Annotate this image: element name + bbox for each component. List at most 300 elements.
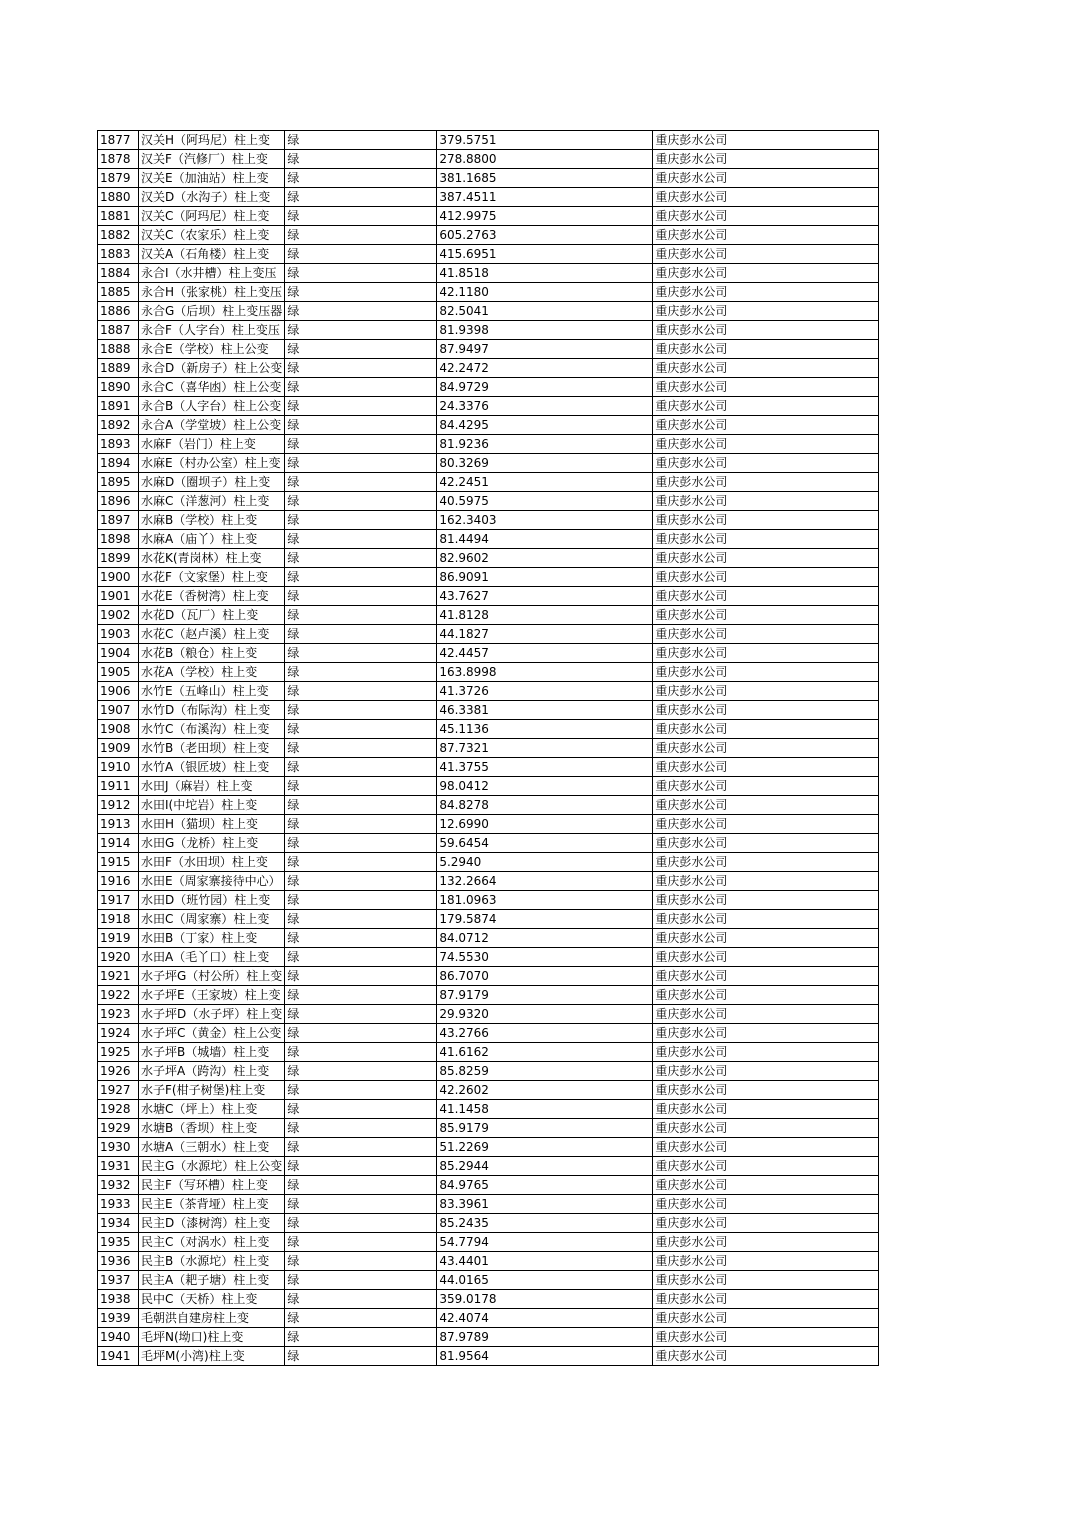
status-cell: 绿: [285, 606, 437, 625]
value-cell: 87.7321: [437, 739, 653, 758]
company-cell: 重庆彭水公司: [653, 663, 879, 682]
table-row: [98, 682, 879, 701]
company-cell: 重庆彭水公司: [653, 739, 879, 758]
transformer-name-cell: 水子坪D（水子坪）柱上变: [139, 1005, 285, 1024]
table-row: [98, 948, 879, 967]
table-row: [98, 910, 879, 929]
status-cell: 绿: [285, 1195, 437, 1214]
company-cell: 重庆彭水公司: [653, 435, 879, 454]
company-cell: 重庆彭水公司: [653, 283, 879, 302]
value-cell: 43.4401: [437, 1252, 653, 1271]
transformer-name-cell: 水田G（龙桥）柱上变: [139, 834, 285, 853]
value-cell: 12.6990: [437, 815, 653, 834]
value-cell: 41.6162: [437, 1043, 653, 1062]
row-number-cell: 1909: [98, 739, 139, 758]
status-cell: 绿: [285, 245, 437, 264]
row-number-cell: 1939: [98, 1309, 139, 1328]
status-cell: 绿: [285, 986, 437, 1005]
status-cell: 绿: [285, 397, 437, 416]
company-cell: 重庆彭水公司: [653, 1157, 879, 1176]
value-cell: 359.0178: [437, 1290, 653, 1309]
row-number-cell: 1910: [98, 758, 139, 777]
status-cell: 绿: [285, 1290, 437, 1309]
value-cell: 51.2269: [437, 1138, 653, 1157]
value-cell: 43.7627: [437, 587, 653, 606]
row-number-cell: 1904: [98, 644, 139, 663]
row-number-cell: 1921: [98, 967, 139, 986]
value-cell: 84.9765: [437, 1176, 653, 1195]
company-cell: 重庆彭水公司: [653, 511, 879, 530]
table-row: [98, 1062, 879, 1081]
status-cell: 绿: [285, 929, 437, 948]
table-row: [98, 283, 879, 302]
table-row: [98, 359, 879, 378]
transformer-name-cell: 水竹B（老田坝）柱上变: [139, 739, 285, 758]
row-number-cell: 1918: [98, 910, 139, 929]
value-cell: 379.5751: [437, 131, 653, 150]
value-cell: 44.0165: [437, 1271, 653, 1290]
table-row: [98, 1119, 879, 1138]
value-cell: 85.8259: [437, 1062, 653, 1081]
row-number-cell: 1915: [98, 853, 139, 872]
transformer-name-cell: 汉关A（石角楼）柱上变: [139, 245, 285, 264]
status-cell: 绿: [285, 891, 437, 910]
company-cell: 重庆彭水公司: [653, 929, 879, 948]
company-cell: 重庆彭水公司: [653, 473, 879, 492]
row-number-cell: 1919: [98, 929, 139, 948]
value-cell: 163.8998: [437, 663, 653, 682]
transformer-name-cell: 水塘C（坪上）柱上变: [139, 1100, 285, 1119]
row-number-cell: 1920: [98, 948, 139, 967]
value-cell: 54.7794: [437, 1233, 653, 1252]
company-cell: 重庆彭水公司: [653, 967, 879, 986]
transformer-name-cell: 水田I(中坨岩）柱上变: [139, 796, 285, 815]
company-cell: 重庆彭水公司: [653, 454, 879, 473]
row-number-cell: 1880: [98, 188, 139, 207]
row-number-cell: 1903: [98, 625, 139, 644]
row-number-cell: 1930: [98, 1138, 139, 1157]
value-cell: 84.9729: [437, 378, 653, 397]
table-row: [98, 777, 879, 796]
table-row: [98, 853, 879, 872]
table-row: [98, 796, 879, 815]
company-cell: 重庆彭水公司: [653, 169, 879, 188]
row-number-cell: 1901: [98, 587, 139, 606]
transformer-name-cell: 水子坪B（城墙）柱上变: [139, 1043, 285, 1062]
status-cell: 绿: [285, 910, 437, 929]
status-cell: 绿: [285, 872, 437, 891]
company-cell: 重庆彭水公司: [653, 1043, 879, 1062]
value-cell: 81.9236: [437, 435, 653, 454]
table-row: [98, 226, 879, 245]
company-cell: 重庆彭水公司: [653, 701, 879, 720]
row-number-cell: 1912: [98, 796, 139, 815]
value-cell: 605.2763: [437, 226, 653, 245]
company-cell: 重庆彭水公司: [653, 1138, 879, 1157]
table-row: [98, 891, 879, 910]
value-cell: 74.5530: [437, 948, 653, 967]
value-cell: 181.0963: [437, 891, 653, 910]
table-row: [98, 454, 879, 473]
status-cell: 绿: [285, 169, 437, 188]
row-number-cell: 1882: [98, 226, 139, 245]
value-cell: 162.3403: [437, 511, 653, 530]
table-row: [98, 967, 879, 986]
row-number-cell: 1897: [98, 511, 139, 530]
value-cell: 45.1136: [437, 720, 653, 739]
value-cell: 29.9320: [437, 1005, 653, 1024]
value-cell: 415.6951: [437, 245, 653, 264]
row-number-cell: 1916: [98, 872, 139, 891]
transformer-name-cell: 水竹D（布际沟）柱上变: [139, 701, 285, 720]
transformer-name-cell: 汉关C（阿玛尼）柱上变: [139, 207, 285, 226]
transformer-name-cell: 永合I（水井槽）柱上变压: [139, 264, 285, 283]
company-cell: 重庆彭水公司: [653, 530, 879, 549]
company-cell: 重庆彭水公司: [653, 853, 879, 872]
data-table: [97, 130, 879, 1366]
table-row: [98, 1347, 879, 1366]
transformer-name-cell: 汉关F（汽修厂）柱上变: [139, 150, 285, 169]
company-cell: 重庆彭水公司: [653, 1195, 879, 1214]
value-cell: 41.3726: [437, 682, 653, 701]
value-cell: 42.2602: [437, 1081, 653, 1100]
table-row: [98, 1290, 879, 1309]
table-row: [98, 1138, 879, 1157]
transformer-name-cell: 汉关D（水沟子）柱上变: [139, 188, 285, 207]
transformer-name-cell: 水田B（丁家）柱上变: [139, 929, 285, 948]
status-cell: 绿: [285, 264, 437, 283]
status-cell: 绿: [285, 321, 437, 340]
company-cell: 重庆彭水公司: [653, 1005, 879, 1024]
transformer-name-cell: 水花A（学校）柱上变: [139, 663, 285, 682]
row-number-cell: 1922: [98, 986, 139, 1005]
company-cell: 重庆彭水公司: [653, 188, 879, 207]
status-cell: 绿: [285, 378, 437, 397]
transformer-name-cell: 汉关C（农家乐）柱上变: [139, 226, 285, 245]
transformer-name-cell: 水麻C（洋葱河）柱上变: [139, 492, 285, 511]
company-cell: 重庆彭水公司: [653, 264, 879, 283]
transformer-name-cell: 民主C（对涡水）柱上变: [139, 1233, 285, 1252]
table-row: [98, 473, 879, 492]
table-row: [98, 815, 879, 834]
status-cell: 绿: [285, 416, 437, 435]
table-row: [98, 378, 879, 397]
value-cell: 42.4074: [437, 1309, 653, 1328]
transformer-name-cell: 水塘B（香坝）柱上变: [139, 1119, 285, 1138]
transformer-name-cell: 毛坪N(坳口)柱上变: [139, 1328, 285, 1347]
value-cell: 81.9398: [437, 321, 653, 340]
status-cell: 绿: [285, 207, 437, 226]
table-row: [98, 397, 879, 416]
company-cell: 重庆彭水公司: [653, 340, 879, 359]
row-number-cell: 1879: [98, 169, 139, 188]
status-cell: 绿: [285, 625, 437, 644]
row-number-cell: 1941: [98, 1347, 139, 1366]
row-number-cell: 1925: [98, 1043, 139, 1062]
transformer-name-cell: 永合D（新房子）柱上公变: [139, 359, 285, 378]
company-cell: 重庆彭水公司: [653, 720, 879, 739]
value-cell: 84.4295: [437, 416, 653, 435]
table-row: [98, 1081, 879, 1100]
status-cell: 绿: [285, 454, 437, 473]
value-cell: 41.3755: [437, 758, 653, 777]
company-cell: 重庆彭水公司: [653, 150, 879, 169]
status-cell: 绿: [285, 302, 437, 321]
table-row: [98, 929, 879, 948]
status-cell: 绿: [285, 1119, 437, 1138]
value-cell: 412.9975: [437, 207, 653, 226]
value-cell: 87.9179: [437, 986, 653, 1005]
table-row: [98, 1214, 879, 1233]
row-number-cell: 1934: [98, 1214, 139, 1233]
table-row: [98, 169, 879, 188]
row-number-cell: 1923: [98, 1005, 139, 1024]
status-cell: 绿: [285, 1157, 437, 1176]
value-cell: 86.9091: [437, 568, 653, 587]
status-cell: 绿: [285, 758, 437, 777]
status-cell: 绿: [285, 549, 437, 568]
company-cell: 重庆彭水公司: [653, 549, 879, 568]
value-cell: 41.8518: [437, 264, 653, 283]
transformer-name-cell: 水麻D（圈坝子）柱上变: [139, 473, 285, 492]
table-row: [98, 188, 879, 207]
status-cell: 绿: [285, 777, 437, 796]
table-row: [98, 492, 879, 511]
status-cell: 绿: [285, 1176, 437, 1195]
company-cell: 重庆彭水公司: [653, 682, 879, 701]
transformer-name-cell: 毛朝洪自建房柱上变: [139, 1309, 285, 1328]
transformer-name-cell: 水田H（猫坝）柱上变: [139, 815, 285, 834]
status-cell: 绿: [285, 1347, 437, 1366]
row-number-cell: 1877: [98, 131, 139, 150]
status-cell: 绿: [285, 283, 437, 302]
company-cell: 重庆彭水公司: [653, 834, 879, 853]
row-number-cell: 1902: [98, 606, 139, 625]
status-cell: 绿: [285, 1233, 437, 1252]
company-cell: 重庆彭水公司: [653, 321, 879, 340]
table-row: [98, 1005, 879, 1024]
company-cell: 重庆彭水公司: [653, 397, 879, 416]
company-cell: 重庆彭水公司: [653, 986, 879, 1005]
transformer-name-cell: 水麻F（岩门）柱上变: [139, 435, 285, 454]
row-number-cell: 1907: [98, 701, 139, 720]
table-row: [98, 340, 879, 359]
table-row: [98, 321, 879, 340]
table-row: [98, 1271, 879, 1290]
table-row: [98, 1043, 879, 1062]
row-number-cell: 1896: [98, 492, 139, 511]
row-number-cell: 1895: [98, 473, 139, 492]
table-row: [98, 758, 879, 777]
status-cell: 绿: [285, 682, 437, 701]
value-cell: 80.3269: [437, 454, 653, 473]
transformer-name-cell: 永合C（喜华凼）柱上公变: [139, 378, 285, 397]
company-cell: 重庆彭水公司: [653, 1252, 879, 1271]
transformer-name-cell: 水子F(柑子树堡)柱上变: [139, 1081, 285, 1100]
row-number-cell: 1927: [98, 1081, 139, 1100]
status-cell: 绿: [285, 1138, 437, 1157]
table-row: [98, 587, 879, 606]
row-number-cell: 1890: [98, 378, 139, 397]
company-cell: 重庆彭水公司: [653, 1024, 879, 1043]
status-cell: 绿: [285, 815, 437, 834]
company-cell: 重庆彭水公司: [653, 245, 879, 264]
value-cell: 83.3961: [437, 1195, 653, 1214]
company-cell: 重庆彭水公司: [653, 625, 879, 644]
row-number-cell: 1932: [98, 1176, 139, 1195]
table-row: [98, 549, 879, 568]
status-cell: 绿: [285, 663, 437, 682]
value-cell: 42.1180: [437, 283, 653, 302]
table-row: [98, 435, 879, 454]
value-cell: 85.2944: [437, 1157, 653, 1176]
row-number-cell: 1887: [98, 321, 139, 340]
row-number-cell: 1900: [98, 568, 139, 587]
transformer-name-cell: 永合F（人字台）柱上变压: [139, 321, 285, 340]
value-cell: 40.5975: [437, 492, 653, 511]
status-cell: 绿: [285, 739, 437, 758]
table-row: [98, 131, 879, 150]
status-cell: 绿: [285, 1271, 437, 1290]
row-number-cell: 1917: [98, 891, 139, 910]
transformer-name-cell: 水田F（水田坝）柱上变: [139, 853, 285, 872]
row-number-cell: 1924: [98, 1024, 139, 1043]
transformer-name-cell: 民主B（水源坨）柱上变: [139, 1252, 285, 1271]
company-cell: 重庆彭水公司: [653, 1309, 879, 1328]
value-cell: 278.8800: [437, 150, 653, 169]
table-row: [98, 1309, 879, 1328]
table-row: [98, 1100, 879, 1119]
status-cell: 绿: [285, 834, 437, 853]
row-number-cell: 1905: [98, 663, 139, 682]
transformer-name-cell: 永合G（后坝）柱上变压器: [139, 302, 285, 321]
company-cell: 重庆彭水公司: [653, 378, 879, 397]
status-cell: 绿: [285, 967, 437, 986]
table-row: [98, 739, 879, 758]
transformer-name-cell: 永合A（学堂坡）柱上公变: [139, 416, 285, 435]
transformer-name-cell: 水田D（班竹园）柱上变: [139, 891, 285, 910]
row-number-cell: 1935: [98, 1233, 139, 1252]
company-cell: 重庆彭水公司: [653, 1271, 879, 1290]
company-cell: 重庆彭水公司: [653, 416, 879, 435]
transformer-name-cell: 民主D（漆树湾）柱上变: [139, 1214, 285, 1233]
status-cell: 绿: [285, 359, 437, 378]
row-number-cell: 1940: [98, 1328, 139, 1347]
table-row: [98, 834, 879, 853]
row-number-cell: 1914: [98, 834, 139, 853]
status-cell: 绿: [285, 587, 437, 606]
table-row: [98, 568, 879, 587]
value-cell: 81.9564: [437, 1347, 653, 1366]
value-cell: 381.1685: [437, 169, 653, 188]
status-cell: 绿: [285, 188, 437, 207]
status-cell: 绿: [285, 853, 437, 872]
value-cell: 85.2435: [437, 1214, 653, 1233]
transformer-name-cell: 永合B（人字台）柱上公变: [139, 397, 285, 416]
company-cell: 重庆彭水公司: [653, 207, 879, 226]
status-cell: 绿: [285, 340, 437, 359]
transformer-name-cell: 水子坪E（王家坡）柱上变: [139, 986, 285, 1005]
row-number-cell: 1888: [98, 340, 139, 359]
company-cell: 重庆彭水公司: [653, 1347, 879, 1366]
transformer-name-cell: 毛坪M(小湾)柱上变: [139, 1347, 285, 1366]
row-number-cell: 1938: [98, 1290, 139, 1309]
table-row: [98, 1328, 879, 1347]
row-number-cell: 1931: [98, 1157, 139, 1176]
table-row: [98, 625, 879, 644]
transformer-name-cell: 水竹E（五峰山）柱上变: [139, 682, 285, 701]
status-cell: 绿: [285, 1081, 437, 1100]
company-cell: 重庆彭水公司: [653, 644, 879, 663]
company-cell: 重庆彭水公司: [653, 1100, 879, 1119]
company-cell: 重庆彭水公司: [653, 359, 879, 378]
row-number-cell: 1878: [98, 150, 139, 169]
row-number-cell: 1898: [98, 530, 139, 549]
company-cell: 重庆彭水公司: [653, 815, 879, 834]
status-cell: 绿: [285, 720, 437, 739]
company-cell: 重庆彭水公司: [653, 1062, 879, 1081]
transformer-name-cell: 民主G（水源坨）柱上公变: [139, 1157, 285, 1176]
row-number-cell: 1884: [98, 264, 139, 283]
value-cell: 82.5041: [437, 302, 653, 321]
transformer-name-cell: 民主A（耙子塘）柱上变: [139, 1271, 285, 1290]
status-cell: 绿: [285, 1309, 437, 1328]
value-cell: 87.9789: [437, 1328, 653, 1347]
row-number-cell: 1908: [98, 720, 139, 739]
transformer-name-cell: 水花C（赵卢溪）柱上变: [139, 625, 285, 644]
row-number-cell: 1885: [98, 283, 139, 302]
value-cell: 46.3381: [437, 701, 653, 720]
company-cell: 重庆彭水公司: [653, 1290, 879, 1309]
row-number-cell: 1892: [98, 416, 139, 435]
status-cell: 绿: [285, 492, 437, 511]
value-cell: 41.8128: [437, 606, 653, 625]
row-number-cell: 1926: [98, 1062, 139, 1081]
table-row: [98, 1195, 879, 1214]
value-cell: 81.4494: [437, 530, 653, 549]
transformer-name-cell: 水田J（麻岩）柱上变: [139, 777, 285, 796]
row-number-cell: 1933: [98, 1195, 139, 1214]
transformer-name-cell: 水竹A（银匠坡）柱上变: [139, 758, 285, 777]
table-row: [98, 245, 879, 264]
company-cell: 重庆彭水公司: [653, 1176, 879, 1195]
status-cell: 绿: [285, 948, 437, 967]
status-cell: 绿: [285, 1328, 437, 1347]
value-cell: 179.5874: [437, 910, 653, 929]
transformer-name-cell: 汉关E（加油站）柱上变: [139, 169, 285, 188]
transformer-name-cell: 民主E（茶背垭）柱上变: [139, 1195, 285, 1214]
company-cell: 重庆彭水公司: [653, 1233, 879, 1252]
value-cell: 43.2766: [437, 1024, 653, 1043]
status-cell: 绿: [285, 796, 437, 815]
transformer-name-cell: 水竹C（布溪沟）柱上变: [139, 720, 285, 739]
company-cell: 重庆彭水公司: [653, 606, 879, 625]
value-cell: 84.8278: [437, 796, 653, 815]
transformer-name-cell: 水子坪G（村公所）柱上变: [139, 967, 285, 986]
transformer-name-cell: 永合H（张家桃）柱上变压: [139, 283, 285, 302]
table-row: [98, 416, 879, 435]
row-number-cell: 1937: [98, 1271, 139, 1290]
table-row: [98, 302, 879, 321]
company-cell: 重庆彭水公司: [653, 568, 879, 587]
status-cell: 绿: [285, 1024, 437, 1043]
company-cell: 重庆彭水公司: [653, 1119, 879, 1138]
table-row: [98, 1024, 879, 1043]
value-cell: 87.9497: [437, 340, 653, 359]
transformer-name-cell: 永合E（学校）柱上公变: [139, 340, 285, 359]
company-cell: 重庆彭水公司: [653, 872, 879, 891]
transformer-name-cell: 水田A（毛丫口）柱上变: [139, 948, 285, 967]
